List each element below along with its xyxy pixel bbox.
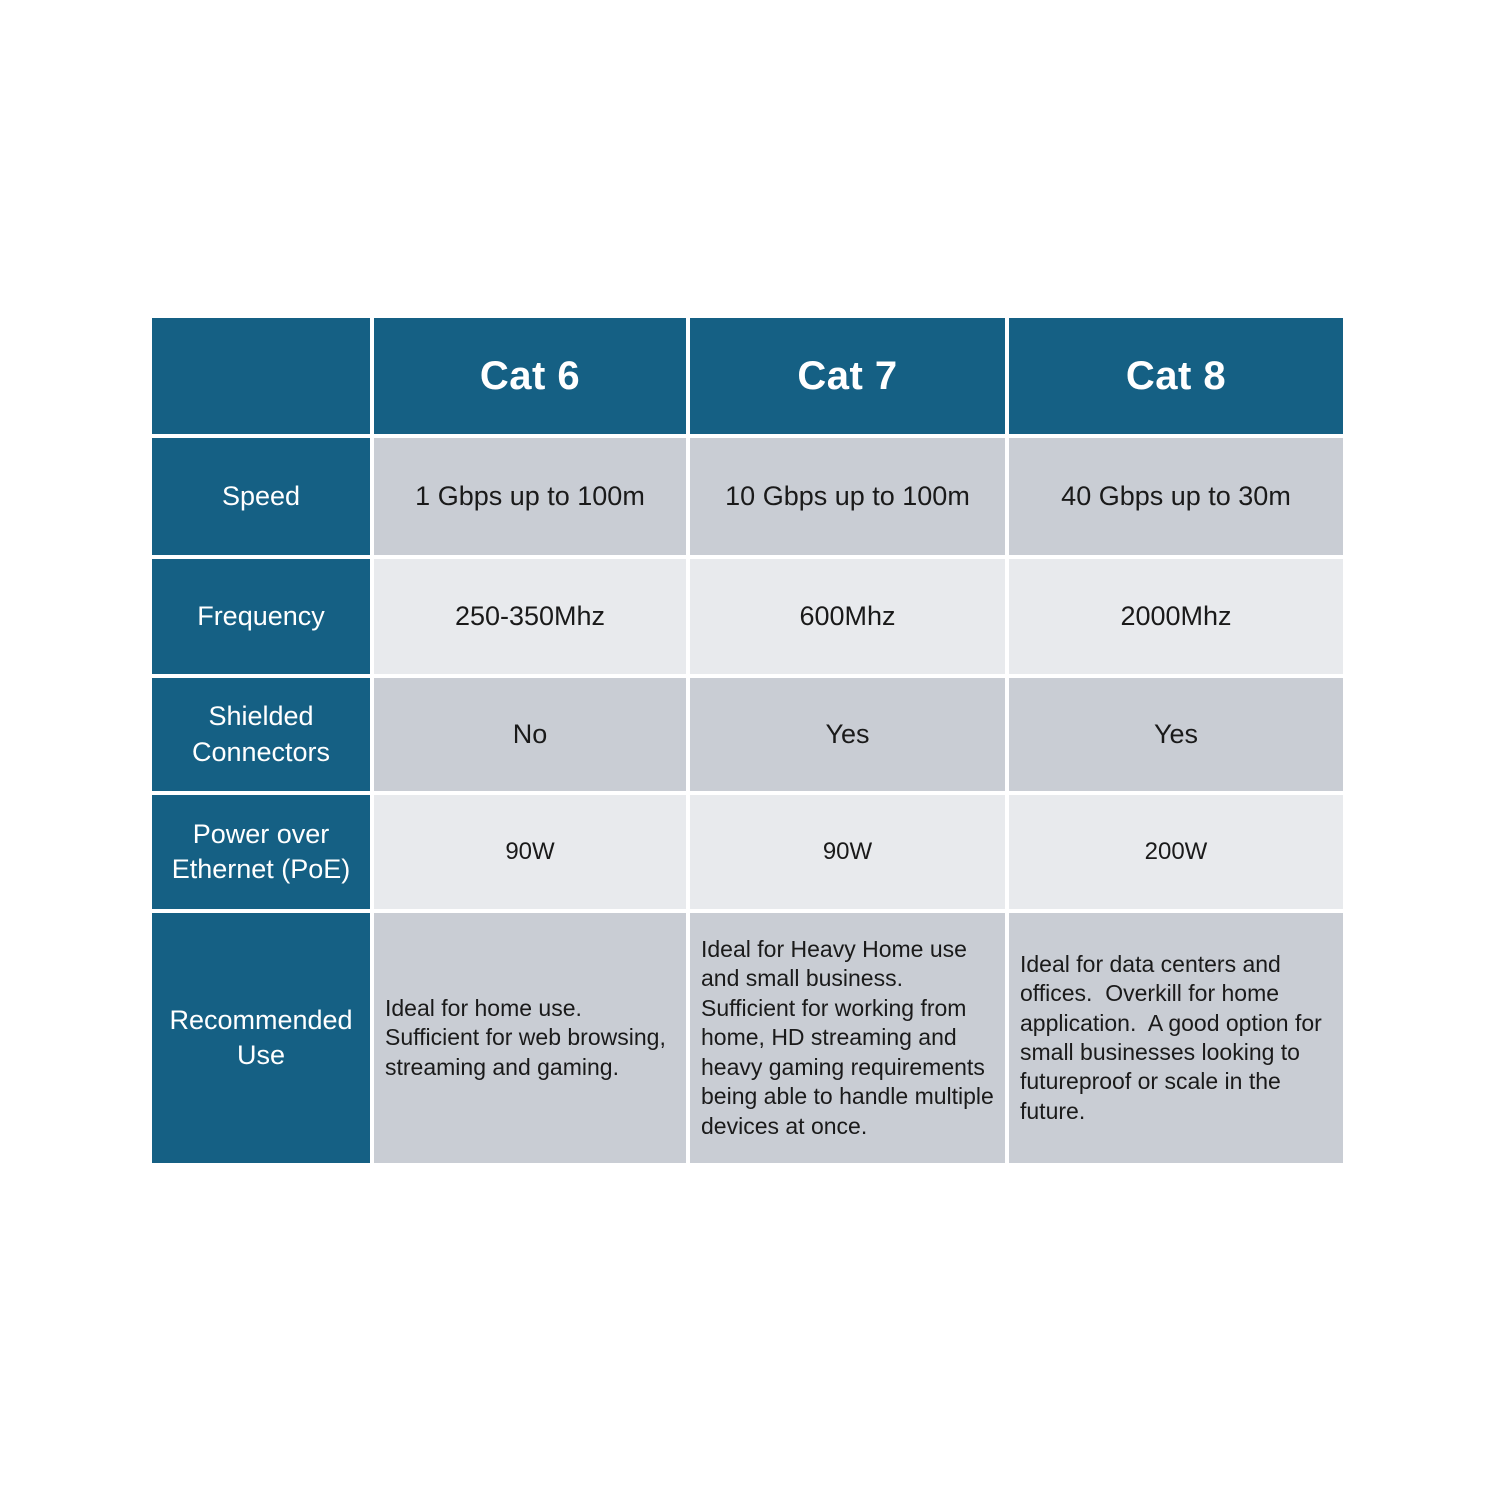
recommended-use-cat7: Ideal for Heavy Home use and small business. Sufficient for working from home, HD streaming and heavy gaming requirements being able to handle multiple devices at once. — [690, 913, 1005, 1163]
speed-cat7: 10 Gbps up to 100m — [690, 438, 1005, 555]
row-label-speed: Speed — [152, 438, 370, 555]
poe-cat8: 200W — [1009, 795, 1343, 909]
poe-cat6: 90W — [374, 795, 686, 909]
comparison-table — [152, 318, 1343, 1163]
frequency-cat6: 250-350Mhz — [374, 559, 686, 674]
row-label-recommended-use: Recommended Use — [152, 913, 370, 1163]
row-label-frequency: Frequency — [152, 559, 370, 674]
header-cell-blank — [152, 318, 370, 434]
recommended-use-cat8: Ideal for data centers and offices. Overkill for home application. A good option for small businesses looking to futureproof or scale in the future. — [1009, 913, 1343, 1163]
row-label-shielded-connectors: Shielded Connectors — [152, 678, 370, 791]
row-label-poe: Power over Ethernet (PoE) — [152, 795, 370, 909]
poe-cat7: 90W — [690, 795, 1005, 909]
frequency-cat8: 2000Mhz — [1009, 559, 1343, 674]
speed-cat8: 40 Gbps up to 30m — [1009, 438, 1343, 555]
header-cell-cat6: Cat 6 — [374, 318, 686, 434]
shielded-cat8: Yes — [1009, 678, 1343, 791]
header-cell-cat7: Cat 7 — [690, 318, 1005, 434]
shielded-cat7: Yes — [690, 678, 1005, 791]
header-cell-cat8: Cat 8 — [1009, 318, 1343, 434]
recommended-use-cat6: Ideal for home use. Sufficient for web browsing, streaming and gaming. — [374, 913, 686, 1163]
frequency-cat7: 600Mhz — [690, 559, 1005, 674]
shielded-cat6: No — [374, 678, 686, 791]
speed-cat6: 1 Gbps up to 100m — [374, 438, 686, 555]
